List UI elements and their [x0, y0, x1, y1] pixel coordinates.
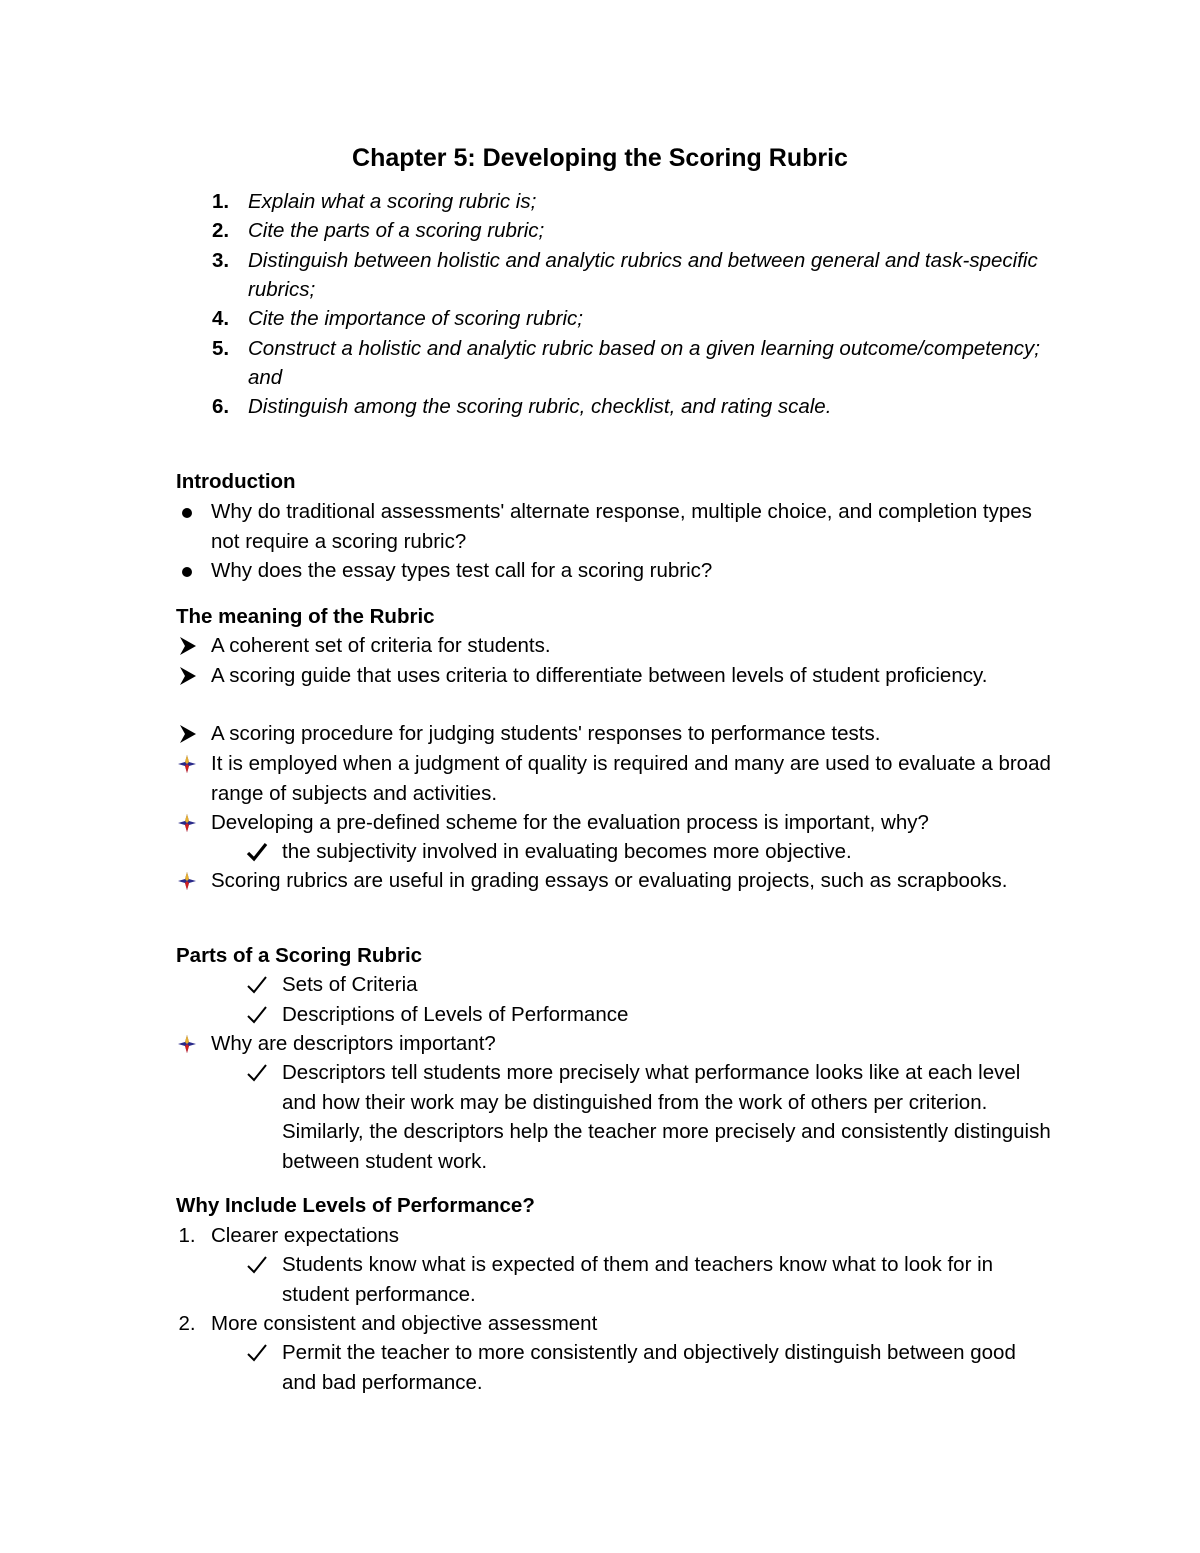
diamond-bullet-icon: [176, 1029, 198, 1053]
page-title: Chapter 5: Developing the Scoring Rubric: [352, 144, 848, 172]
checkmark-icon: [246, 1058, 268, 1083]
check-item-text: Sets of Criteria: [282, 973, 418, 996]
item-number: 2.: [178, 1312, 196, 1335]
numbered-item-text: Clearer expectations: [211, 1224, 400, 1247]
objective-number: 1.: [212, 190, 230, 213]
numbered-item-text: More consistent and objective assessment: [211, 1312, 598, 1335]
levels-heading: Why Include Levels of Performance?: [176, 1194, 535, 1217]
diamond-bullet-icon: [176, 866, 198, 890]
list-item-text: It is employed when a judgment of quality is required and many are used to evaluate a broad range of subjects and activities.: [211, 752, 1051, 805]
list-item-text: Why are descriptors important?: [211, 1032, 496, 1055]
objective-text: Cite the importance of scoring rubric;: [248, 307, 583, 330]
diamond-bullet-icon: [176, 749, 198, 773]
objective-number: 4.: [212, 307, 230, 330]
arrowhead-icon: [176, 719, 198, 744]
objective-text: Explain what a scoring rubric is;: [248, 190, 537, 213]
objective-text: Distinguish between holistic and analytic rubrics and between general and task-specific rubrics;: [248, 249, 1038, 302]
objective-number: 2.: [212, 219, 230, 242]
check-item-text: Students know what is expected of them and teachers know what to look for in student performance.: [282, 1253, 994, 1306]
bullet-icon: [176, 497, 198, 527]
list-item-text: Scoring rubrics are useful in grading essays or evaluating projects, such as scrapbooks.: [211, 869, 1008, 892]
objective-text: Cite the parts of a scoring rubric;: [248, 219, 545, 242]
arrowhead-icon: [176, 661, 198, 686]
introduction-heading: Introduction: [176, 470, 296, 493]
arrowhead-icon: [176, 631, 198, 656]
list-item-text: A coherent set of criteria for students.: [211, 634, 551, 657]
objective-number: 6.: [212, 395, 230, 418]
check-item-text: the subjectivity involved in evaluating becomes more objective.: [282, 840, 852, 863]
list-item-text: Why do traditional assessments' alternate response, multiple choice, and completion types not require a scoring rubric?: [211, 500, 1032, 553]
objective-number: 3.: [212, 249, 230, 272]
list-item-text: Why does the essay types test call for a scoring rubric?: [211, 559, 713, 582]
objective-text: Construct a holistic and analytic rubric based on a given learning outcome/competency; and: [248, 337, 1040, 390]
checkmark-icon: [246, 1250, 268, 1275]
parts-heading: Parts of a Scoring Rubric: [176, 944, 423, 967]
diamond-bullet-icon: [176, 808, 198, 832]
list-item-text: A scoring guide that uses criteria to differentiate between levels of student proficiency.: [211, 664, 988, 687]
checkmark-icon: [246, 970, 268, 995]
checkmark-icon: [246, 837, 268, 862]
check-item-text: Permit the teacher to more consistently and objectively distinguish between good and bad performance.: [282, 1341, 1016, 1394]
checkmark-icon: [246, 1000, 268, 1025]
check-item-text: Descriptions of Levels of Performance: [282, 1003, 629, 1026]
list-item-text: Developing a pre-defined scheme for the evaluation process is important, why?: [211, 811, 929, 834]
checkmark-icon: [246, 1338, 268, 1363]
check-item-text: Descriptors tell students more precisely what performance looks like at each level and how their work may be distinguished from the work of others per criterion. Similarly, the descriptors help the teacher more precisely and consistently distinguish between student work.: [282, 1061, 1051, 1173]
meaning-heading: The meaning of the Rubric: [176, 605, 435, 628]
item-number: 1.: [178, 1224, 196, 1247]
bullet-icon: [176, 556, 198, 586]
objective-number: 5.: [212, 337, 230, 360]
objective-text: Distinguish among the scoring rubric, checklist, and rating scale.: [248, 395, 832, 418]
list-item-text: A scoring procedure for judging students' responses to performance tests.: [211, 722, 881, 745]
